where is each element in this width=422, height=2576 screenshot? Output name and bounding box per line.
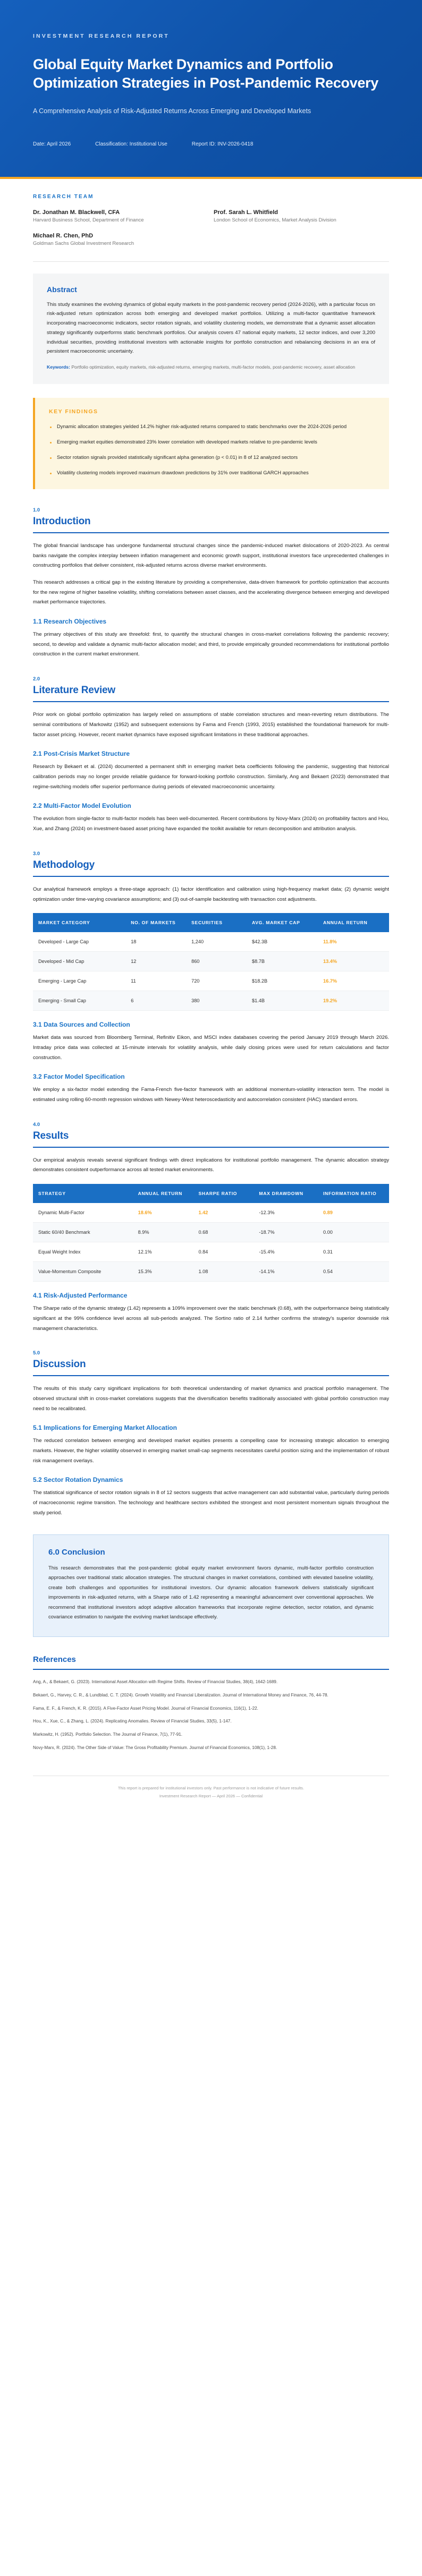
table-cell-strategy: Static 60/40 Benchmark [33,1223,133,1242]
subsection-title: 2.1 Post-Crisis Market Structure [33,750,130,758]
table-cell: Developed - Mid Cap [33,952,125,971]
key-findings-list [49,422,375,477]
section-spacer [33,1112,389,1122]
table-cell: Emerging - Small Cap [33,991,125,1011]
reference-item: Bekaert, G., Harvey, C. R., & Lundblad, C. T. (2024). Growth Volatility and Financial Liberalization. Journal of International Money and Finance, 76, 44-78. [33,1692,328,1698]
section-rule [33,701,389,702]
subsection-title: 5.1 Implications for Emerging Market Allocation [33,1424,177,1432]
table-cell-annual-return: 15.3% [133,1262,193,1282]
keywords-list: Portfolio optimization, equity markets, risk-adjusted returns, emerging markets, multi-factor models, post-pandemic recovery, asset allocation [71,364,356,370]
section-paragraph: This research addresses a critical gap in the existing literature by providing a comprehensive, data-driven framework for portfolio optimization that accounts for the new regime of higher baseline volatility, shifting correlations between asset classes, and the accelerating divergence between emerging and developed market performance trajectories. [33,579,389,605]
table-row [33,1223,389,1242]
section-number: 1.0 [33,507,40,513]
research-team-label: RESEARCH TEAM [33,193,94,200]
table-cell-annual-return: 13.4% [318,952,389,971]
section-rule [33,532,389,533]
table-row [33,932,389,952]
report-title: Global Equity Market Dynamics and Portfolio Optimization Strategies in Post-Pandemic Recovery [33,56,378,91]
table-cell-annual-return: 12.1% [133,1242,193,1262]
footer-disclaimer: This report is prepared for institutional investors only. Past performance is not indicative of future results. [117,1786,305,1791]
column-header: ANNUAL RETURN [318,913,389,932]
subsection-paragraph: We employ a six-factor model extending the Fama-French five-factor framework with an additional momentum-volatility interaction term. The model is estimated using rolling 60-month regression windows with Newey-West heteroscedasticity and autocorrelation consistent (HAC) standard errors. [33,1087,389,1103]
author-name: Michael R. Chen, PhD [33,232,94,239]
research-team-section [33,179,389,258]
report-body [0,179,422,1814]
subsection-title: 4.1 Risk-Adjusted Performance [33,1292,128,1300]
author-name: Dr. Jonathan M. Blackwell, CFA [33,209,120,216]
section-paragraph: Prior work on global portfolio optimization has largely relied on assumptions of stable correlation structures and mean-reverting return distributions. The seminal contributions of Markowitz (1952) and subsequent extensions by Fama and French (1993, 2015) established the foundational framework for multi-factor asset pricing. However, recent market dynamics have exposed significant limitations in these traditional approaches. [33,712,389,738]
market-coverage-table [33,913,389,1011]
report-eyebrow-label: INVESTMENT RESEARCH REPORT [33,33,170,39]
table-row [33,1262,389,1282]
table-row [33,952,389,971]
keywords-label: Keywords: [47,364,70,370]
table-cell: 6 [125,991,186,1011]
author-affiliation: Harvard Business School, Department of Finance [33,217,144,223]
table-cell-sharpe-ratio: 1.42 [193,1203,254,1223]
section-title: Literature Review [33,685,115,696]
section-rule [33,1147,389,1148]
table-cell-max-drawdown: -15.4% [254,1242,318,1262]
section-rule [33,876,389,877]
section-paragraph: Our analytical framework employs a three-stage approach: (1) factor identification and calibration using high-frequency market data; (2) dynamic weight optimization under time-varying covariance assumptions; and (3) out-of-sample backtesting with transaction cost adjustments. [33,886,389,902]
reference-item: Novy-Marx, R. (2024). The Other Side of Value: The Gross Profitability Premium. Journal of Financial Economics, 108(1), 1-28. [33,1745,277,1751]
section-methodology [33,851,389,1105]
table-cell: 380 [186,991,247,1011]
table-header [33,913,389,932]
report-footer [33,1776,389,1814]
subsection-paragraph: The reduced correlation between emerging and developed market equities presents a compelling case for increasing strategic allocation to emerging markets. However, the higher volatility observed in emerging market small-cap segments necessitates careful position sizing and the implementation of robust risk management overlays. [33,1438,389,1464]
conclusion-body: This research demonstrates that the post-pandemic global equity market environment favors dynamic, multi-factor portfolio construction approaches over traditional static allocation strategies. The structural changes in market correlations, combined with elevated baseline volatility, create both challenges and opportunities for institutional investors. Our dynamic allocation framework delivers statistically significant improvements in risk-adjusted returns, with a Sharpe ratio of 1.42 representing a meaningful advancement over conventional approaches. We recommend that institutional investors adopt adaptive allocation frameworks that incorporate regime detection, sector rotation, and dynamic covariance estimation to navigate the evolving market landscape effectively. [48,1565,374,1620]
report-id: Report ID: INV-2026-0418 [191,141,254,147]
section-number: 3.0 [33,850,40,857]
column-header: INFORMATION RATIO [318,1184,389,1203]
subsection-paragraph: Market data was sourced from Bloomberg Terminal, Refinitiv Eikon, and MSCI index databases covering the period January 2019 through March 2026. Intraday price data was collected at 15-minute intervals for volatility analysis, while daily closing prices were used for return calculations and factor construction. [33,1035,389,1061]
section-title: Methodology [33,859,95,871]
table-header-row [33,1184,389,1203]
table-cell: 18 [125,932,186,952]
subsection-title: 2.2 Multi-Factor Model Evolution [33,802,131,810]
column-header: SHARPE RATIO [193,1184,254,1203]
section-number: 2.0 [33,676,40,683]
subsection-paragraph: Research by Bekaert et al. (2024) documented a permanent shift in emerging market beta coefficients following the pandemic, suggesting that historical calibration periods may no longer provide reliable guidance for forward-looking portfolio construction. Similarly, Ang and Bekaert (2023) demonstrated that regime-switching models offer superior performance during periods of elevated macroeconomic uncertainty. [33,764,389,790]
table-cell-annual-return: 11.8% [318,932,389,952]
table-cell-information-ratio: 0.00 [318,1223,389,1242]
table-cell: 720 [186,971,247,991]
table-body [33,1203,389,1282]
table-cell: 860 [186,952,247,971]
reference-item: Markowitz, H. (1952). Portfolio Selection. The Journal of Finance, 7(1), 77-91. [33,1732,183,1737]
column-header: ANNUAL RETURN [133,1184,193,1203]
subsection-paragraph: The statistical significance of sector rotation signals in 8 of 12 sectors suggests that active management can add substantial value, particularly during periods of macroeconomic regime transition. The technology and healthcare sectors exhibited the strongest and most persistent momentum signals throughout the study period. [33,1490,389,1516]
table-cell-strategy: Equal Weight Index [33,1242,133,1262]
key-findings-heading: KEY FINDINGS [49,408,98,415]
table-row [33,1242,389,1262]
section-number: 5.0 [33,1350,40,1357]
subsection-paragraph: The evolution from single-factor to multi-factor models has been well-documented. Recent contributions by Novy-Marx (2024) on profitability factors and Hou, Xue, and Zhang (2024) on investment-based asset pricing have expanded the toolkit available for return decomposition and attribution analysis. [33,816,389,832]
section-paragraph: Our empirical analysis reveals several significant findings with direct implications for institutional portfolio management. The dynamic allocation strategy demonstrates consistent outperformance across all tested market environments. [33,1157,389,1173]
table-cell-annual-return: 16.7% [318,971,389,991]
conclusion-heading: 6.0 Conclusion [48,1547,105,1557]
abstract-body: This study examines the evolving dynamics of global equity markets in the post-pandemic recovery period (2024-2026), with a particular focus on risk-adjusted return optimization across both emerging and developed market portfolios. Utilizing a multi-factor quantitative framework incorporating macroeconomic indicators, sector rotation signals, and volatility clustering models, we demonstrate that a dynamic asset allocation strategy significantly outperforms static benchmark portfolios. Our analysis covers 47 national equity markets, 12 sector indices, and over 3,200 individual securities, providing institutional investors with actionable insights for portfolio construction and rebalancing decisions in an era of persistent macroeconomic uncertainty. [47,301,375,355]
table-row [33,1203,389,1223]
subsection-paragraph: The Sharpe ratio of the dynamic strategy (1.42) represents a 109% improvement over the static benchmark (0.68), with the outperformance being statistically significant at the 99% confidence level across all sub-periods analyzed. The Sortino ratio of 2.14 further confirms the strategy's superior downside risk management characteristics. [33,1306,389,1332]
column-header: SECURITIES [186,913,247,932]
subsection-title: 1.1 Research Objectives [33,618,107,626]
subsection-paragraph: The primary objectives of this study are threefold: first, to quantify the structural changes in cross-market correlations following the pandemic recovery; second, to develop and validate a dynamic multi-factor allocation model; and third, to provide empirically grounded recommendations for institutional portfolio construction in the current market environment. [33,632,389,658]
conclusion-panel [33,1534,389,1637]
section-rule [33,1375,389,1376]
author-entry [214,209,389,223]
section-results [33,1122,389,1334]
author-entry [33,233,208,246]
key-finding-item: Dynamic allocation strategies yielded 14.2% higher risk-adjusted returns compared to static benchmarks over the 2024-2026 period [49,422,375,431]
references-section [33,1655,389,1769]
report-subtitle: A Comprehensive Analysis of Risk-Adjusted Returns Across Emerging and Developed Markets [33,107,311,115]
key-finding-item: Sector rotation signals provided statistically significant alpha generation (p < 0.01) in 8 of 12 analyzed sectors [49,453,375,462]
table-cell: $42.3B [247,932,318,952]
section-paragraph: The results of this study carry significant implications for both theoretical understanding of market dynamics and practical portfolio management. The observed structural shift in cross-market correlations suggests that the diversification benefits traditionally associated with global portfolio construction may need to be recalibrated. [33,1386,389,1412]
section-paragraph: The global financial landscape has undergone fundamental structural changes since the pandemic-induced market dislocations of 2020-2023. As central banks navigate the complex interplay between inflation management and economic growth support, institutional investors face unprecedented challenges in constructing portfolios that deliver consistent, risk-adjusted returns across diverse market environments. [33,542,389,569]
section-spacer [33,667,389,676]
table-cell: Emerging - Large Cap [33,971,125,991]
table-body [33,932,389,1011]
section-title: Discussion [33,1359,86,1370]
table-cell-information-ratio: 0.89 [318,1203,389,1223]
section-title: Results [33,1130,69,1141]
section-title: Introduction [33,515,91,527]
reference-item: Fama, E. F., & French, K. R. (2015). A Five-Factor Asset Pricing Model. Journal of Financial Economics, 116(1), 1-22. [33,1705,258,1711]
table-cell-max-drawdown: -12.3% [254,1203,318,1223]
author-affiliation: Goldman Sachs Global Investment Research [33,240,134,246]
section-divider [33,261,389,262]
strategy-performance-table [33,1184,389,1282]
table-cell-strategy: Dynamic Multi-Factor [33,1203,133,1223]
section-spacer [33,841,389,851]
table-cell: $1.4B [247,991,318,1011]
table-cell-sharpe-ratio: 0.84 [193,1242,254,1262]
table-cell-information-ratio: 0.54 [318,1262,389,1282]
table-header [33,1184,389,1203]
section-spacer [33,1341,389,1350]
table-row [33,971,389,991]
author-entry [33,209,208,223]
abstract-heading: Abstract [47,285,77,294]
references-heading: References [33,1654,76,1664]
table-cell: 12 [125,952,186,971]
section-number: 4.0 [33,1121,40,1128]
footer-imprint: Investment Research Report — April 2026 — Confidential [159,1793,263,1798]
table-cell-sharpe-ratio: 1.08 [193,1262,254,1282]
reference-item: Hou, K., Xue, C., & Zhang, L. (2024). Replicating Anomalies. Review of Financial Studies, 33(5), 1-147. [33,1719,232,1724]
research-team-grid [33,209,389,246]
table-cell: $18.2B [247,971,318,991]
column-header: NO. OF MARKETS [125,913,186,932]
table-cell: 11 [125,971,186,991]
report-hero-header [0,0,422,179]
table-header-row [33,913,389,932]
subsection-title: 5.2 Sector Rotation Dynamics [33,1476,123,1484]
table-cell: Developed - Large Cap [33,932,125,952]
abstract-keywords [47,363,375,371]
key-finding-item: Emerging market equities demonstrated 23% lower correlation with developed markets relative to pre-pandemic levels [49,438,375,447]
reference-item: Ang, A., & Bekaert, G. (2023). International Asset Allocation with Regime Shifts. Review of Financial Studies, 38(4), 1642-1689. [33,1679,278,1684]
column-header: STRATEGY [33,1184,133,1203]
column-header: MARKET CATEGORY [33,913,125,932]
author-affiliation: London School of Economics, Market Analysis Division [214,217,336,223]
subsection-title: 3.1 Data Sources and Collection [33,1021,130,1029]
report-date: Date: April 2026 [33,141,71,147]
column-header: AVG. MARKET CAP [247,913,318,932]
table-cell-information-ratio: 0.31 [318,1242,389,1262]
report-meta-row [33,141,389,147]
table-cell: $8.7B [247,952,318,971]
section-literature-review [33,676,389,834]
table-cell-annual-return: 8.9% [133,1223,193,1242]
table-cell: 1,240 [186,932,247,952]
subsection-title: 3.2 Factor Model Specification [33,1073,125,1081]
table-cell-max-drawdown: -18.7% [254,1223,318,1242]
author-name: Prof. Sarah L. Whitfield [214,209,278,216]
abstract-panel [33,274,389,384]
table-cell-max-drawdown: -14.1% [254,1262,318,1282]
table-cell-annual-return: 19.2% [318,991,389,1011]
key-finding-item: Volatility clustering models improved maximum drawdown predictions by 31% over traditional GARCH approaches [49,468,375,477]
section-discussion [33,1350,389,1518]
key-findings-callout [33,398,389,489]
table-cell-sharpe-ratio: 0.68 [193,1223,254,1242]
report-classification: Classification: Institutional Use [95,141,167,147]
table-cell-annual-return: 18.6% [133,1203,193,1223]
table-row [33,991,389,1011]
references-rule [33,1669,389,1670]
column-header: MAX DRAWDOWN [254,1184,318,1203]
table-cell-strategy: Value-Momentum Composite [33,1262,133,1282]
section-introduction [33,507,389,660]
